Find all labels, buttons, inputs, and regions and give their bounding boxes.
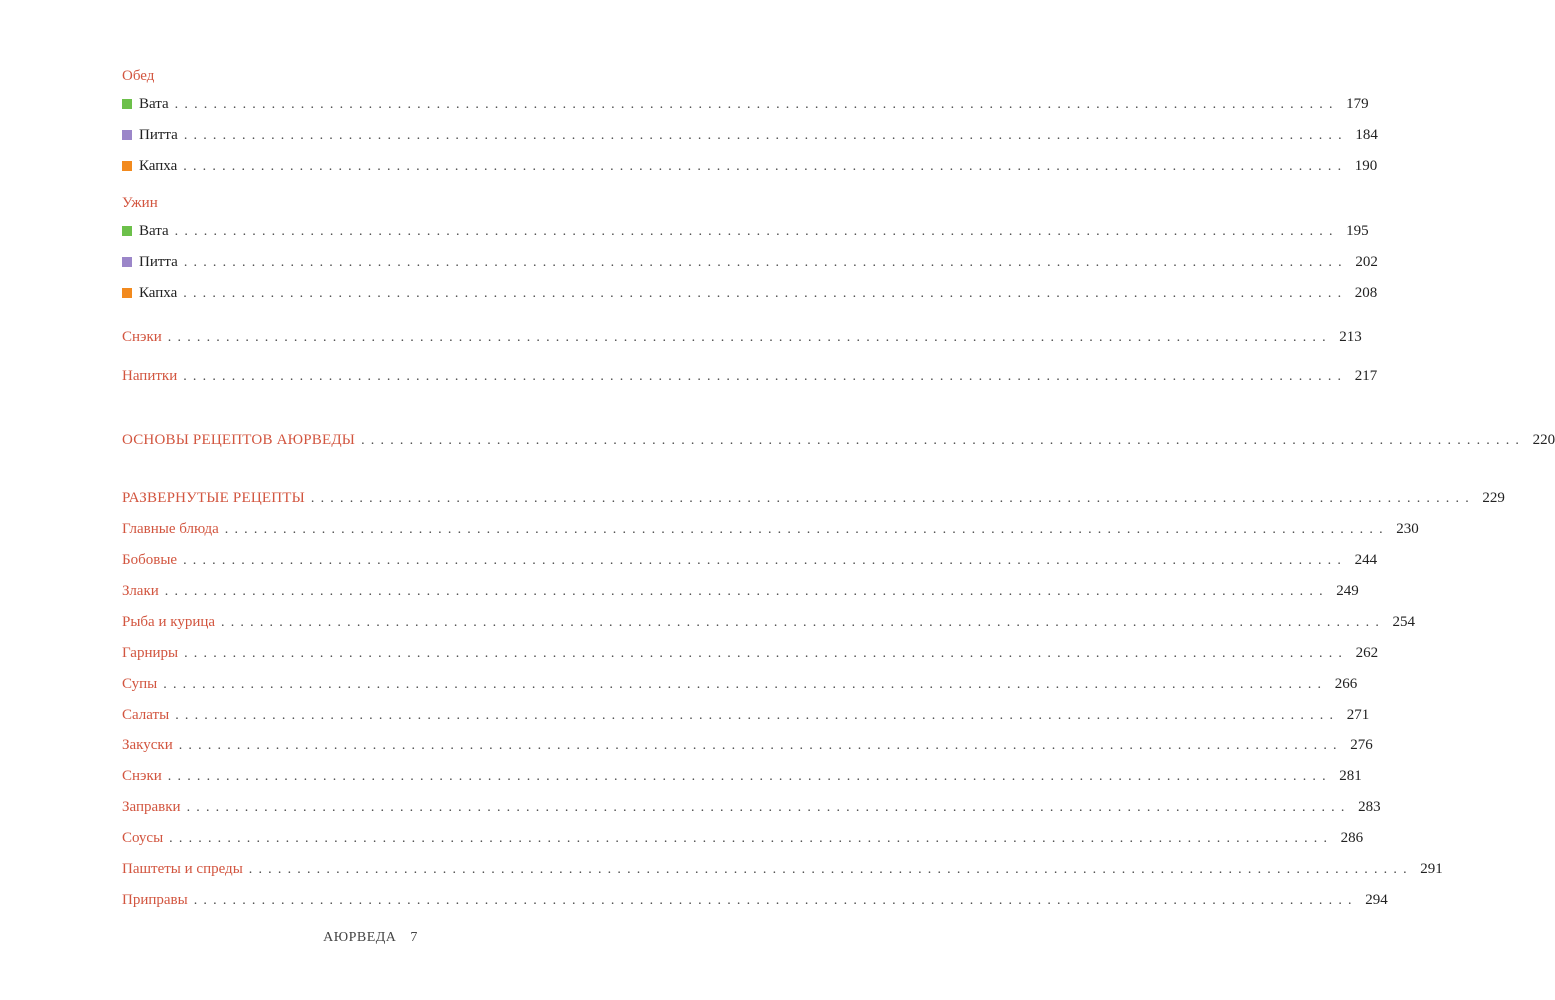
entry-label: Злаки: [122, 583, 159, 599]
toc-entry-drinks[interactable]: [122, 364, 1378, 388]
entry-label: Вата: [139, 223, 169, 239]
entry-page: 266: [1334, 676, 1358, 692]
leader-dots: ........................................................................................................................: [169, 831, 1334, 846]
entry-label: Снэки: [122, 768, 162, 784]
entry-page: 286: [1340, 830, 1364, 846]
leader-dots: ........................................................................................................................: [248, 862, 1413, 877]
toc-entry[interactable]: [122, 92, 1369, 116]
entry-label: Напитки: [122, 368, 178, 384]
pitta-marker-icon: [122, 130, 132, 140]
leader-dots: ........................................................................................................................: [183, 255, 1348, 270]
page-footer: [0, 930, 741, 946]
toc-entry[interactable]: [122, 154, 1378, 178]
running-title: АЮРВЕДА: [323, 930, 397, 945]
entry-page: 229: [1482, 490, 1505, 506]
toc-entry[interactable]: [122, 703, 1370, 727]
pitta-marker-icon: [122, 257, 132, 267]
toc-entry[interactable]: [122, 610, 1416, 634]
entry-label: Салаты: [122, 707, 170, 723]
entry-page: 217: [1354, 368, 1378, 384]
leader-dots: ........................................................................................................................: [310, 491, 1475, 506]
entry-label: Приправы: [122, 892, 188, 908]
toc-entry[interactable]: [122, 250, 1378, 274]
entry-page: 190: [1354, 158, 1378, 174]
entry-page: 294: [1365, 892, 1388, 908]
entry-page: 262: [1355, 645, 1379, 661]
toc-entry[interactable]: [122, 857, 1443, 881]
entry-page: 184: [1355, 127, 1378, 143]
toc-entry[interactable]: [122, 548, 1378, 572]
leader-dots: ........................................................................................................................: [193, 893, 1358, 908]
section-heading-dinner: [122, 191, 606, 215]
entry-label: Бобовые: [122, 552, 178, 568]
entry-page: 281: [1339, 768, 1362, 784]
toc-entry[interactable]: [122, 281, 1378, 305]
section-heading-lunch: [122, 64, 606, 88]
entry-page: 202: [1355, 254, 1378, 270]
toc-entry[interactable]: [122, 672, 1358, 696]
entry-label: Снэки: [122, 329, 162, 345]
toc-entry[interactable]: [122, 219, 1369, 243]
entry-page: 254: [1392, 614, 1416, 630]
toc-entry[interactable]: [122, 733, 1373, 757]
toc-entry[interactable]: [122, 641, 1379, 665]
toc-entry[interactable]: [122, 795, 1381, 819]
leader-dots: ........................................................................................................................: [164, 584, 1329, 599]
heading-label: Обед: [122, 68, 155, 84]
entry-label: РАЗВЕРНУТЫЕ РЕЦЕПТЫ: [122, 490, 305, 506]
entry-page: 291: [1420, 861, 1443, 877]
entry-label: ОСНОВЫ РЕЦЕПТОВ АЮРВЕДЫ: [122, 432, 356, 448]
leader-dots: ........................................................................................................................: [183, 553, 1348, 568]
toc-entry[interactable]: [122, 888, 1388, 912]
entry-page: 276: [1350, 737, 1373, 753]
toc-entry[interactable]: [122, 517, 1419, 541]
leader-dots: ........................................................................................................................: [175, 708, 1340, 723]
entry-page: 271: [1346, 707, 1370, 723]
entry-label: Вата: [139, 96, 169, 112]
leader-dots: ........................................................................................................................: [186, 800, 1351, 815]
toc-entry-detailed[interactable]: [122, 486, 1505, 510]
entry-page: 208: [1354, 285, 1378, 301]
leader-dots: ........................................................................................................................: [167, 330, 1332, 345]
leader-dots: ........................................................................................................................: [163, 677, 1328, 692]
entry-label: Гарниры: [122, 645, 179, 661]
entry-label: Питта: [139, 254, 178, 270]
leader-dots: ........................................................................................................................: [183, 286, 1348, 301]
toc-entry[interactable]: [122, 826, 1364, 850]
vata-marker-icon: [122, 99, 132, 109]
leader-dots: ........................................................................................................................: [224, 522, 1389, 537]
leader-dots: ........................................................................................................................: [174, 224, 1339, 239]
entry-label: Главные блюда: [122, 521, 219, 537]
leader-dots: ........................................................................................................................: [178, 738, 1343, 753]
entry-page: 244: [1354, 552, 1378, 568]
toc-entry-snacks[interactable]: [122, 325, 1362, 349]
entry-label: Супы: [122, 676, 158, 692]
vata-marker-icon: [122, 226, 132, 236]
leader-dots: ........................................................................................................................: [361, 433, 1526, 448]
leader-dots: ........................................................................................................................: [167, 769, 1332, 784]
entry-page: 179: [1346, 96, 1369, 112]
entry-page: 283: [1358, 799, 1381, 815]
leader-dots: ........................................................................................................................: [183, 159, 1348, 174]
entry-page: 220: [1532, 432, 1555, 448]
entry-label: Закуски: [122, 737, 173, 753]
kapha-marker-icon: [122, 161, 132, 171]
toc-entry-basics[interactable]: [122, 428, 1555, 452]
leader-dots: ........................................................................................................................: [184, 646, 1349, 661]
entry-label: Капха: [139, 285, 178, 301]
entry-label: Паштеты и спреды: [122, 861, 243, 877]
entry-page: 195: [1346, 223, 1369, 239]
entry-label: Капха: [139, 158, 178, 174]
entry-page: 249: [1336, 583, 1359, 599]
toc-entry[interactable]: [122, 764, 1362, 788]
page-number: 7: [410, 930, 418, 945]
leader-dots: ........................................................................................................................: [174, 97, 1339, 112]
leader-dots: ........................................................................................................................: [183, 369, 1348, 384]
entry-page: 230: [1396, 521, 1419, 537]
leader-dots: ........................................................................................................................: [221, 615, 1386, 630]
entry-label: Соусы: [122, 830, 164, 846]
entry-page: 213: [1339, 329, 1362, 345]
leader-dots: ........................................................................................................................: [183, 128, 1348, 143]
heading-label: Ужин: [122, 195, 158, 211]
entry-label: Рыба и курица: [122, 614, 216, 630]
entry-label: Заправки: [122, 799, 181, 815]
toc-entry[interactable]: [122, 579, 1359, 603]
toc-entry[interactable]: [122, 123, 1378, 147]
kapha-marker-icon: [122, 288, 132, 298]
entry-label: Питта: [139, 127, 178, 143]
